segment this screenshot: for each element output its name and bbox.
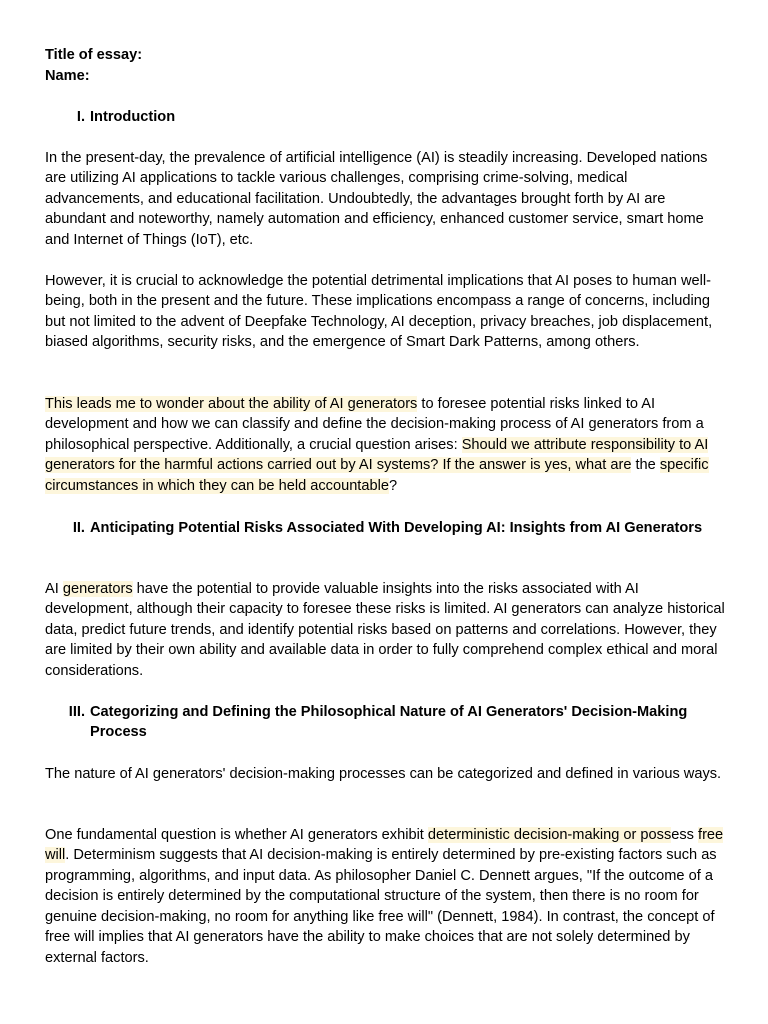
section-3-paragraph-1: The nature of AI generators' decision-making processes can be categorized and defined in various ways. xyxy=(45,765,722,782)
intro-paragraph-2: However, it is crucial to acknowledge the potential detrimental implications that AI poses to human well-being, both in the present and the future. These implications encompass a range of concerns, including but not limited to the advent of Deepfake Technology, AI deception, privacy breaches, job displacement, biased algorithms, security risks, and the emergence of Smart Dark Patterns, among others. xyxy=(45,272,713,350)
section-title: Anticipating Potential Risks Associated With Developing AI: Insights from AI Generators xyxy=(90,519,703,536)
highlighted-text: Should we attribute responsibility to AI generators for the harmful actions carried out by AI systems? If the answer is yes, what are xyxy=(45,436,709,473)
section-2-paragraph-1 xyxy=(45,579,725,682)
section-heading-anticipating-risks xyxy=(45,518,725,539)
section-title: Introduction xyxy=(90,108,176,125)
section-number: II. xyxy=(72,519,85,536)
paragraph-text: have the potential to provide valuable insights into the risks associated with AI development, although their capacity to foresee these risks is limited. AI generators can analyze historical data, predict future trends, and identify potential risks based on patterns and correlations. However, they are limited by their own ability and available data in order to fully comprehend complex ethical and moral considerations. xyxy=(45,580,725,679)
paragraph-text: to foresee potential risks linked to AI development and how we can classify and define the decision-making process of AI generators from a philosophical perspective. Additionally, a crucial question arises: xyxy=(45,395,704,453)
intro-paragraph-3 xyxy=(45,394,725,497)
title-label: Title of essay: xyxy=(45,47,143,63)
name-label: Name: xyxy=(45,67,90,84)
highlighted-text: This leads me to wonder about the ability of AI generators xyxy=(45,395,418,412)
paragraph-text: the xyxy=(631,457,660,473)
highlighted-text: generators xyxy=(62,580,133,597)
paragraph-text: ? xyxy=(388,477,398,494)
section-title: Categorizing and Defining the Philosophical Nature of AI Generators' Decision-Making Process xyxy=(90,703,688,740)
section-number: III. xyxy=(68,703,85,720)
intro-paragraph-1: In the present-day, the prevalence of artificial intelligence (AI) is steadily increasing. Developed nations are utilizing AI applications to tackle various challenges, comprising crime-solving, medical advancements, and educational facilitation. Undoubtedly, the advantages brought forth by AI are abundant and noteworthy, namely automation and efficiency, enhanced customer service, smart home and Internet of Things (IoT), etc. xyxy=(45,149,708,248)
highlighted-text: deterministic decision-making or poss xyxy=(427,826,672,843)
paragraph-text: . Determinism suggests that AI decision-making is entirely determined by pre-existing factors such as programming, algorithms, and input data. As philosopher Daniel C. Dennett argues, "If the outcome of a decision is entirely determined by the computational structure of the system, then there is no room for genuine decision-making, no room for anything like free will" (Dennett, 1984). In contrast, the concept of free will implies that AI generators have the ability to make choices that are not solely determined by external factors. xyxy=(45,847,717,966)
highlighted-text: free will xyxy=(45,826,724,863)
highlighted-text: specific circumstances in which they can be held accountable xyxy=(45,457,709,494)
paragraph-text: AI xyxy=(45,580,63,597)
section-heading-introduction xyxy=(45,107,725,128)
section-3-paragraph-2 xyxy=(45,825,725,969)
section-heading-decision-making xyxy=(45,702,725,743)
section-number: I. xyxy=(76,108,85,125)
paragraph-text: ess xyxy=(671,826,699,843)
paragraph-text: One fundamental question is whether AI generators exhibit xyxy=(45,826,428,843)
